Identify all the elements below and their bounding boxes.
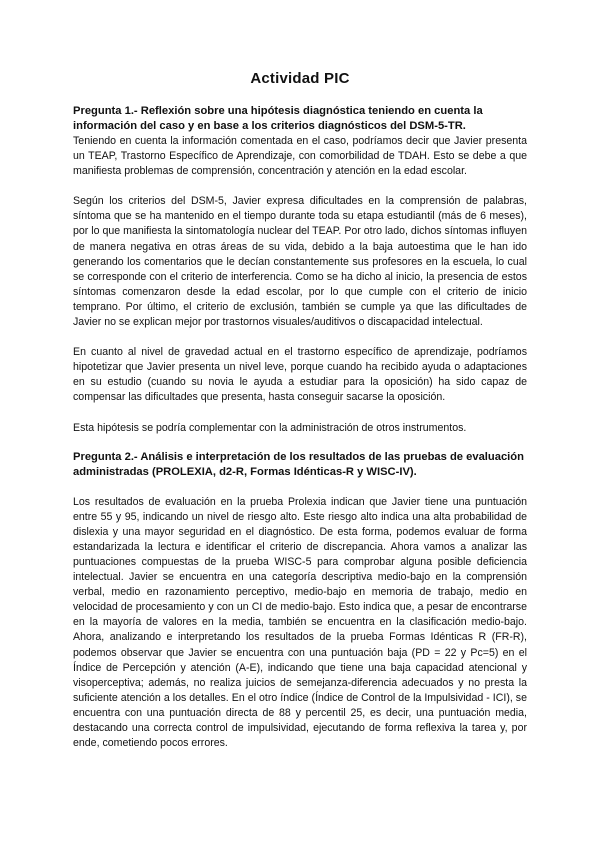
section-pregunta-2: [73, 450, 527, 752]
paragraph: Esta hipótesis se podría complementar con la administración de otros instrumentos.: [73, 421, 467, 434]
page-title: Actividad PIC: [250, 70, 350, 87]
section-heading: Pregunta 1.- Reflexión sobre una hipótesis diagnóstica teniendo en cuenta la información del caso y en base a los criterios diagnósticos del DSM-5-TR.: [73, 105, 483, 132]
paragraph: Los resultados de evaluación en la prueba Prolexia indican que Javier tiene una puntuación entre 55 y 95, indicando un nivel de riesgo alto. Este riesgo alto indica una alta probabilidad de dislexia y una mayor seguridad en el diagnóstico. De esta forma, podemos evaluar de forma estandarizada la lectura e identificar el criterio de discrepancia. Ahora vamos a analizar las puntuaciones compuestas de la prueba WISC-5 para comprobar alguna posible deficiencia intelectual. Javier se encuentra en una categoría descriptiva medio-bajo en la comprensión verbal, medio en razonamiento perceptivo, medio-bajo en memoria de trabajo, medio en velocidad de procesamiento y con un CI de medio-bajo. Esto indica que, a pesar de encontrarse en la mayoría de valores en la media, también se encuentra en la clasificación medio-bajo. Ahora, analizando e interpretando los resultados de la prueba Formas Idénticas R (FR-R), podemos observar que Javier se encuentra con una puntuación baja (PD = 22 y Pc=5) en el Índice de Percepción y atención (A-E), indicando que tiene una baja capacidad atencional y visoperceptiva; además, no realiza juicios de semejanza-diferencia adecuados y no presta la suficiente atención a los detalles. En el otro índice (Índice de Control de la Impulsividad - ICI), se encuentra con una puntuación directa de 88 y percentil 25, es decir, una puntuación media, destacando una correcta control de impulsividad, ejecutando de forma reflexiva la tarea y, por ende, cometiendo pocos errores.: [73, 495, 527, 750]
paragraph: En cuanto al nivel de gravedad actual en el trastorno específico de aprendizaje, podríamos hipotetizar que Javier presenta un nivel leve, porque cuando ha recibido ayuda o adaptaciones en su estudio (cuando su novia le ayuda a estudiar para la oposición) ha sido capaz de compensar las dificultades que presenta, hasta conseguir sacarse la oposición.: [73, 346, 527, 404]
section-pregunta-1: [73, 104, 527, 436]
section-heading: Pregunta 2.- Análisis e interpretación de los resultados de las pruebas de evaluación administradas (PROLEXIA, d2-R, Formas Idénticas-R y WISC-IV).: [73, 450, 524, 478]
paragraph: Según los criterios del DSM-5, Javier expresa dificultades en la comprensión de palabras, síntoma que se ha mantenido en el tiempo durante toda su etapa estudiantil (más de 6 meses), por lo que manifiesta la sintomatología nuclear del TEAP. Por otro lado, dichos síntomas influyen de manera negativa en otras áreas de su vida, debido a la baja autoestima que le han ido generando los comentarios que le decían constantemente sus profesores en la escuela, lo cual se corresponde con el criterio de interferencia. Como se ha dicho al inicio, la presencia de estos síntomas comenzaron desde la edad escolar, por lo que cumple con el criterio de inicio temprano. Por último, el criterio de exclusión, también se cumple ya que las dificultades de Javier no se explican mejor por trastornos visuales/auditivos o discapacidad intelectual.: [73, 195, 527, 329]
paragraph: Teniendo en cuenta la información comentada en el caso, podríamos decir que Javier presenta un TEAP, Trastorno Específico de Aprendizaje, con comorbilidad de TDAH. Esto se debe a que manifiesta problemas de comprensión, concentración y atención en la edad escolar.: [73, 135, 527, 178]
